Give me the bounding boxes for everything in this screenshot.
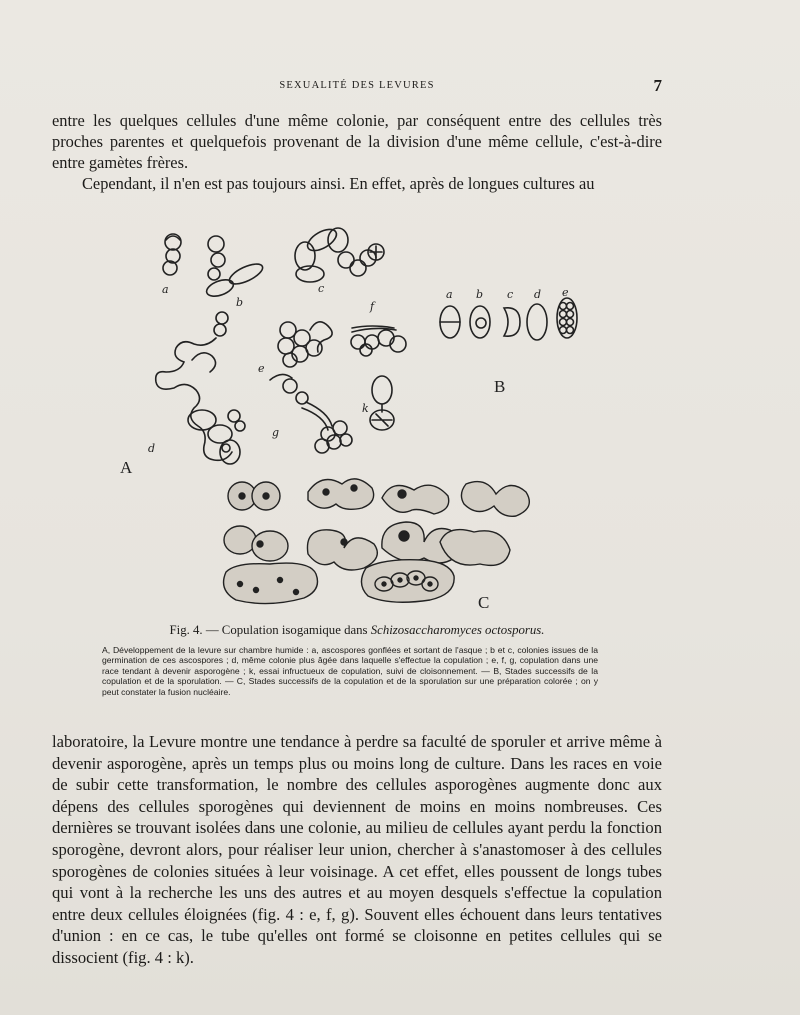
label-e: e — [258, 362, 265, 375]
figure-caption — [52, 623, 662, 638]
paragraph-continued: entre les quelques cellules d'une même colonie, par conséquent entre des cellules très proches parentes et quelquefois provenant de la division d'une même cellule, c'est-à-dire entre gamètes frères. — [52, 111, 662, 172]
cluster-g — [283, 379, 352, 453]
label-a: a — [162, 283, 169, 296]
running-title: SEXUALITÉ DES LEVURES — [279, 80, 435, 91]
label-b-stage-c: c — [507, 288, 514, 301]
yeast-drawing — [100, 220, 640, 615]
top-text-block — [52, 110, 662, 194]
page-number: 7 — [653, 76, 662, 95]
panel-label-a: A — [120, 458, 133, 477]
caption-species: Schizosaccharomyces octosporus. — [370, 623, 545, 637]
panel-label-c: C — [478, 593, 490, 612]
series-c — [224, 479, 530, 604]
label-d: d — [148, 442, 156, 455]
label-b-stage-a: a — [446, 288, 453, 301]
cluster-a — [163, 234, 181, 275]
label-g: g — [272, 426, 280, 439]
label-b-stage-d: d — [534, 288, 542, 301]
label-b-stage-e: e — [562, 286, 569, 299]
cluster-b — [204, 236, 265, 299]
cluster-c — [295, 225, 384, 282]
label-k: k — [362, 402, 369, 415]
label-c: c — [318, 282, 325, 295]
label-b-stage-b: b — [476, 288, 484, 301]
label-f: f — [370, 300, 375, 313]
cluster-d — [156, 312, 245, 464]
cluster-f — [351, 326, 406, 356]
label-b: b — [236, 296, 244, 309]
figure-legend: A, Développement de la levure sur chambre humide : a, ascospores gonflées et sortant de l'asque ; b et c, colonies issues de la germination de ces ascospores ; d, même colonie plus âgée dans laquelle s'effectue la copulation ; e, f, g, copulation dans une race tendant à devenir asporogène ; k, essai infructueux de copulation, suivi de cloisonnement. — B, Stades successifs de la copulation et de la sporulation. — C, Stades successifs de la copulation et de la sporulation sur une préparation colorée ; on y peut constater la fusion nucléaire. — [102, 645, 598, 697]
caption-prefix: Fig. 4. — Copulation isogamique dans — [169, 623, 371, 637]
paragraph-cependant-text: Cependant, il n'en est pas toujours ainsi. En effet, après de longues cultures au — [82, 174, 595, 193]
series-b — [440, 298, 577, 340]
figure-4-illustration — [100, 220, 640, 615]
paragraph-laboratoire: laboratoire, la Levure montre une tendance à perdre sa faculté de sporuler et arrive même à devenir asporogène, après un temps plus ou moins long de culture. Dans les races en voie de subir cette transformation, le nombre des cellules asporogènes augmente donc aux dépens des cellules sporogènes qui deviennent de moins en moins nombreuses. Ces dernières se trouvant isolées dans une colonie, au milieu de cellules ayant perdu la fonction sporogène, devront alors, pour réaliser leur union, chercher à s'anastomoser à des cellules sporogènes de colonies situées à leur voisinage. A cet effet, elles poussent de longs tubes qui vont à la recherche les uns des autres et au moyen desquels s'effectue la copulation entre deux cellules éloignées (fig. 4 : e, f, g). Souvent elles échouent dans leurs tentatives d'union : en ce cas, le tube qu'elles ont formé se cloisonne en petites cellules qui se dissocient (fig. 4 : k). — [52, 732, 662, 967]
cluster-e — [270, 322, 332, 380]
paragraph-cependant — [52, 173, 662, 194]
panel-label-b: B — [494, 377, 506, 396]
cluster-k — [370, 376, 394, 430]
running-head — [52, 76, 662, 98]
